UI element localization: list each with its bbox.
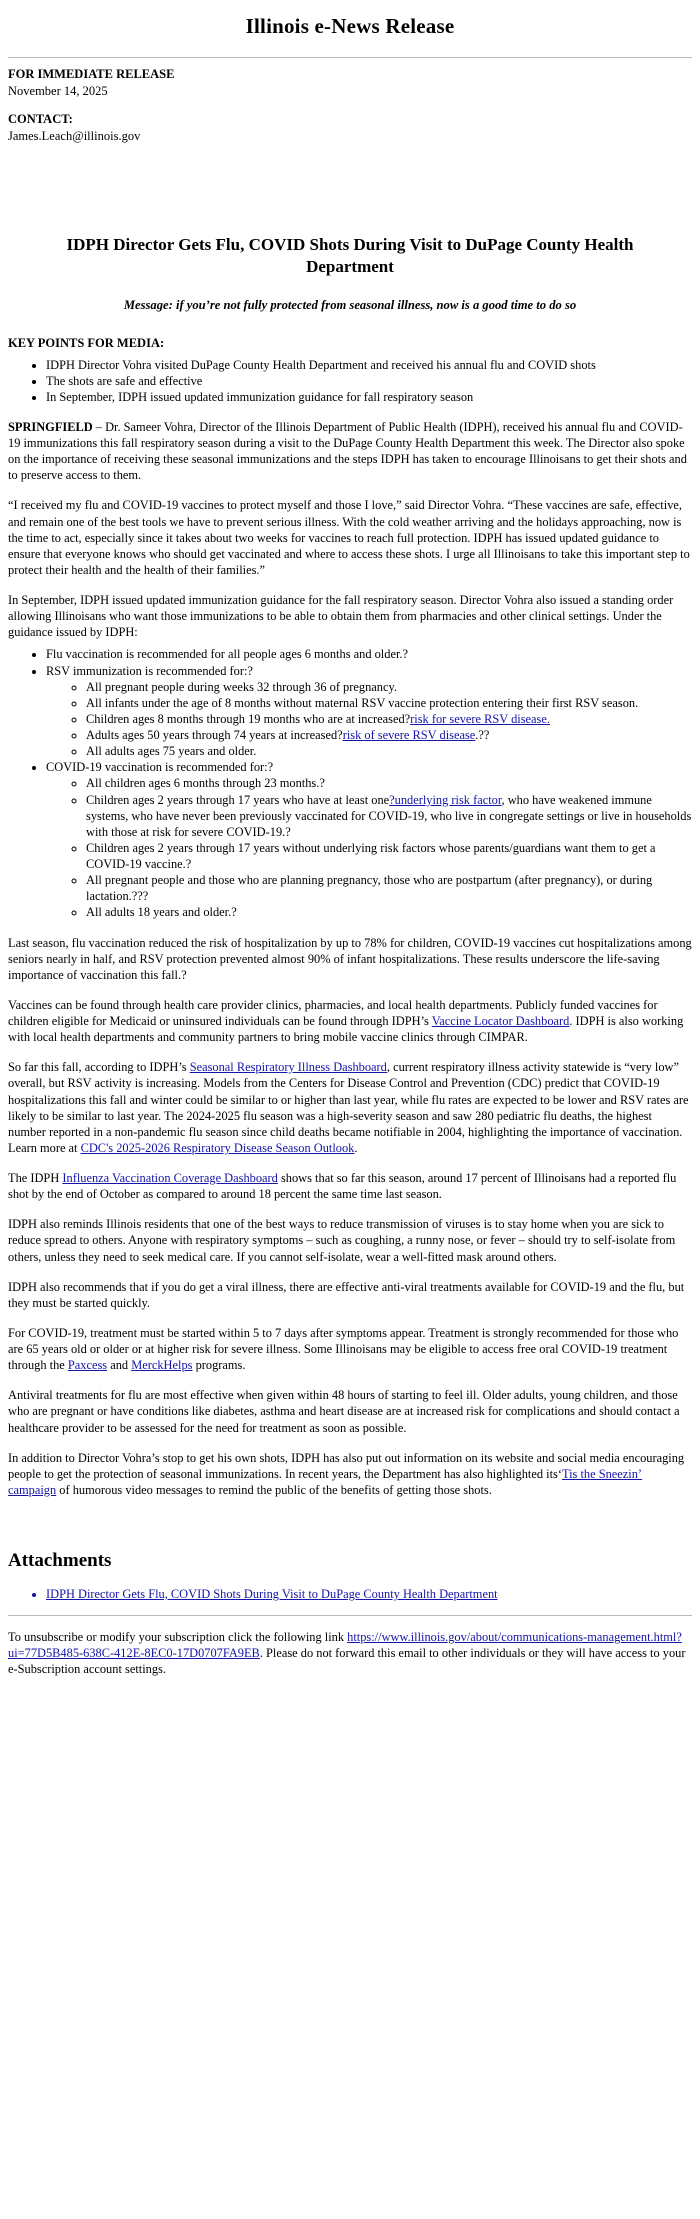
text: Adults ages 50 years through 74 years at increased?: [86, 728, 343, 743]
antiviral-paragraph: IDPH also recommends that if you do get a viral illness, there are effective anti-viral treatments available for COVID-19 and the flu, but they must be started quickly.: [8, 1279, 685, 1310]
list-item: • The shots are safe and effective: [46, 373, 692, 389]
spacer: [8, 1616, 692, 1629]
spacer: [8, 1498, 692, 1550]
attachments-heading: Attachments: [8, 1550, 112, 1572]
text: , who have weakened immune systems, who have never been previously vaccinated for COVID-19, who live in congregate settings or live in households with those at risk for severe COVID-19.?: [86, 792, 692, 839]
list-item: ◦ All adults ages 75 years and older.: [86, 743, 692, 759]
link-vaccine-locator-dashboard[interactable]: Vaccine Locator Dashboard: [431, 1014, 570, 1029]
vaccines-found-paragraph: [8, 997, 692, 1045]
flu-treatment-paragraph: Antiviral treatments for flu are most effective when given within 48 hours of starting to feel ill. Older adults, young children, and those who are pregnant or have conditions like diabetes, asthma and heart disease are at increased risk for complications and should contact a healthcare provider to be assessed for the need for treatment as soon as possible.: [8, 1388, 680, 1435]
link-seasonal-respiratory-illness-dashboard[interactable]: Seasonal Respiratory Illness Dashboard: [189, 1060, 387, 1075]
list-item: ◦ All children ages 6 months through 23 months.?: [86, 775, 692, 791]
reminder-paragraph: IDPH also reminds Illinois residents that one of the best ways to reduce transmission of viruses is to stay home when you are sick to reduce spread to others. Anyone with respiratory symptoms – such as coughing, a runny nose, or fever – should try to self-isolate from others, unless they need to seek medical care. If you cannot self-isolate, wear a well-fitted mask around others.: [8, 1217, 676, 1264]
rsv-label: RSV immunization is recommended for:?: [46, 663, 253, 678]
covid-label: COVID-19 vaccination is recommended for:?: [46, 760, 274, 775]
text: and: [107, 1358, 132, 1373]
list-item: ◦ All pregnant people and those who are planning pregnancy, those who are postpartum (after pregnancy), or during lactation.???: [86, 872, 692, 904]
rsv-sublist: [46, 679, 692, 760]
list-item: ◦ All adults 18 years and older.?: [86, 904, 692, 920]
link-risk-severe-rsv-disease[interactable]: risk for severe RSV disease.: [410, 711, 550, 726]
list-item: ◦ All infants under the age of 8 months without maternal RSV vaccine protection entering their first RSV season.: [86, 695, 692, 711]
text: For COVID-19, treatment must be started within 5 to 7 days after symptoms appear. Treatment is strongly recommended for those who are 65 years old or older or at higher risk for severe illness. Some Illinoisans may be eligible to access free oral COVID-19 treatment through the: [8, 1325, 679, 1373]
list-item: [46, 1586, 692, 1602]
list-item-rsv: [46, 663, 692, 760]
list-item: ◦ Children ages 2 years through 17 years without underlying risk factors whose parents/guardians want them to get a COVID-19 vaccine.?: [86, 840, 692, 872]
influenza-coverage-paragraph: [8, 1170, 692, 1202]
campaign-paragraph: [8, 1450, 692, 1498]
attachments-list: [8, 1586, 692, 1602]
guidance-intro-paragraph: In September, IDPH issued updated immunization guidance for the fall respiratory season. Director Vohra also issued a standing order allowing Illinoisans who want those immunizations to be able to obtain them from pharmacies and other clinical settings. Under the guidance issued by IDPH:: [8, 593, 674, 640]
text: Vaccines can be found through health care provider clinics, pharmacies, and local health departments. Publicly funded vaccines for children eligible for Medicaid or uninsured individuals can be found through IDPH’s: [8, 997, 658, 1029]
spacer: [8, 1602, 692, 1615]
link-risk-of-severe-rsv-disease[interactable]: risk of severe RSV disease: [342, 728, 476, 743]
lead-paragraph: [8, 419, 692, 484]
link-paxcess[interactable]: Paxcess: [67, 1358, 108, 1373]
text: . Please do not forward this email to other individuals or they will have access to your e-Subscription account settings.: [8, 1646, 686, 1677]
list-item: [86, 792, 692, 840]
covid-sublist: [46, 775, 692, 920]
spacer: [8, 144, 692, 234]
covid-treatment-paragraph: [8, 1325, 692, 1373]
link-cdc-respiratory-disease-season-outlook[interactable]: CDC's 2025-2026 Respiratory Disease Season Outlook: [80, 1140, 355, 1155]
text: , current respiratory illness activity statewide is “very low” overall, but RSV activity is increasing. Models from the Centers for Disease Control and Prevention (CDC) predict that COVID-19 hospitalizations this fall and winter could be similar to or higher than last year, while flu rates are expected to be lower and RSV rates are likely to be similar to last year. The 2024-2025 flu season was a high-severity season and saw 280 pediatric flu deaths, the highest number reported in a non-pandemic flu season since child deaths became notifiable in 2004, highlighting the importance of vaccination. Learn more at: [8, 1060, 689, 1155]
spacer: [8, 99, 692, 112]
text: Children ages 8 months through 19 months who are at increased?: [86, 711, 411, 726]
list-item-covid: [46, 759, 692, 920]
dateline: SPRINGFIELD: [8, 419, 93, 434]
last-season-paragraph: Last season, flu vaccination reduced the risk of hospitalization by up to 78% for children, COVID-19 vaccines cut hospitalizations among seniors nearly in half, and RSV protection prevented almost 90% of infant hospitalizations. These results underscore the life-saving importance of vaccination this fall.?: [8, 935, 692, 982]
list-item: • In September, IDPH issued updated immunization guidance for fall respiratory season: [46, 389, 692, 405]
quote-paragraph: “I received my flu and COVID-19 vaccines to protect myself and those I love,” said Director Vohra. “These vaccines are safe, effective, and remain one of the best tools we have to prevent serious illness. With the cold weather arriving and the holidays approaching, now is the time to act, especially since it takes about two weeks for vaccines to reach full protection. IDPH has issued updated guidance to ensure that everyone knows who should get vaccinated and where to access these shots. I urge all Illinoisans to take this important step to protect their health and the health of their families.”: [8, 498, 690, 577]
list-item: ◦ All pregnant people during weeks 32 through 36 of pregnancy.: [86, 679, 692, 695]
article-headline: IDPH Director Gets Flu, COVID Shots During Visit to DuPage County Health Department: [66, 234, 634, 276]
text: In addition to Director Vohra’s stop to get his own shots, IDPH has also put out information on its website and social media encouraging people to get the protection of seasonal immunizations. In recent years, the Department has also highlighted its‘: [8, 1450, 685, 1481]
article-subhead: Message: if you’re not fully protected from seasonal illness, now is a good time to do so: [123, 298, 577, 313]
contact-email: James.Leach@illinois.gov: [8, 128, 141, 143]
lead-text: – Dr. Sameer Vohra, Director of the Illinois Department of Public Health (IDPH), received his annual flu and COVID-19 immunizations this fall respiratory season during a visit to the DuPage County Health Department this week. The Director also spoke on the importance of receiving these seasonal immunizations and the steps IDPH has taken to encourage Illinoisans to get their shots and to preserve access to them.: [8, 419, 687, 483]
text: shows that so far this season, around 17 percent of Illinoisans had a reported flu shot by the end of October as compared to around 18 percent the same time last season.: [8, 1171, 677, 1202]
list-item: • IDPH Director Vohra visited DuPage County Health Department and received his annual flu and COVID shots: [46, 357, 692, 373]
text: programs.: [192, 1358, 246, 1373]
text: .??: [475, 728, 490, 743]
text: . IDPH is also working with local health departments and community partners to bring mobile vaccine clinics through CIMPAR.: [8, 1014, 684, 1045]
text: To unsubscribe or modify your subscription click the following link: [8, 1630, 348, 1645]
link-attachment-press-release[interactable]: IDPH Director Gets Flu, COVID Shots During Visit to DuPage County Health Department: [46, 1587, 498, 1602]
link-tis-the-sneezin-campaign[interactable]: Tis the Sneezin’ campaign: [8, 1466, 643, 1497]
list-item: [86, 727, 692, 743]
text: The IDPH: [8, 1171, 63, 1186]
link-underlying-risk-factor[interactable]: ?underlying risk factor: [389, 792, 502, 807]
list-item-flu: • Flu vaccination is recommended for all people ages 6 months and older.?: [46, 646, 692, 662]
key-points-list: [8, 357, 692, 405]
link-influenza-vaccination-coverage-dashboard[interactable]: Influenza Vaccination Coverage Dashboard: [62, 1171, 278, 1186]
spacer: [8, 1678, 692, 1704]
link-merckhelps[interactable]: MerckHelps: [131, 1358, 193, 1373]
text: .: [354, 1140, 358, 1155]
text: of humorous video messages to remind the public of the benefits of getting those shots.: [56, 1482, 492, 1497]
so-far-fall-paragraph: [8, 1059, 692, 1156]
guidance-list: [8, 646, 692, 920]
text: So far this fall, according to IDPH’s: [8, 1060, 190, 1075]
link-unsubscribe-url[interactable]: https://www.illinois.gov/about/communications-management.html?ui=77D5B485-638C-412E-8EC0-17D0707FA9EB: [8, 1630, 682, 1661]
unsubscribe-paragraph: [8, 1629, 692, 1677]
page-title: Illinois e-News Release: [245, 14, 455, 38]
contact-label: CONTACT:: [8, 111, 73, 126]
release-label: FOR IMMEDIATE RELEASE: [8, 67, 175, 81]
text: Children ages 2 years through 17 years who have at least one: [86, 792, 390, 807]
header-divider: [8, 57, 692, 58]
key-points-title: KEY POINTS FOR MEDIA:: [8, 335, 165, 350]
release-date: November 14, 2025: [8, 83, 108, 98]
list-item: [86, 711, 692, 727]
